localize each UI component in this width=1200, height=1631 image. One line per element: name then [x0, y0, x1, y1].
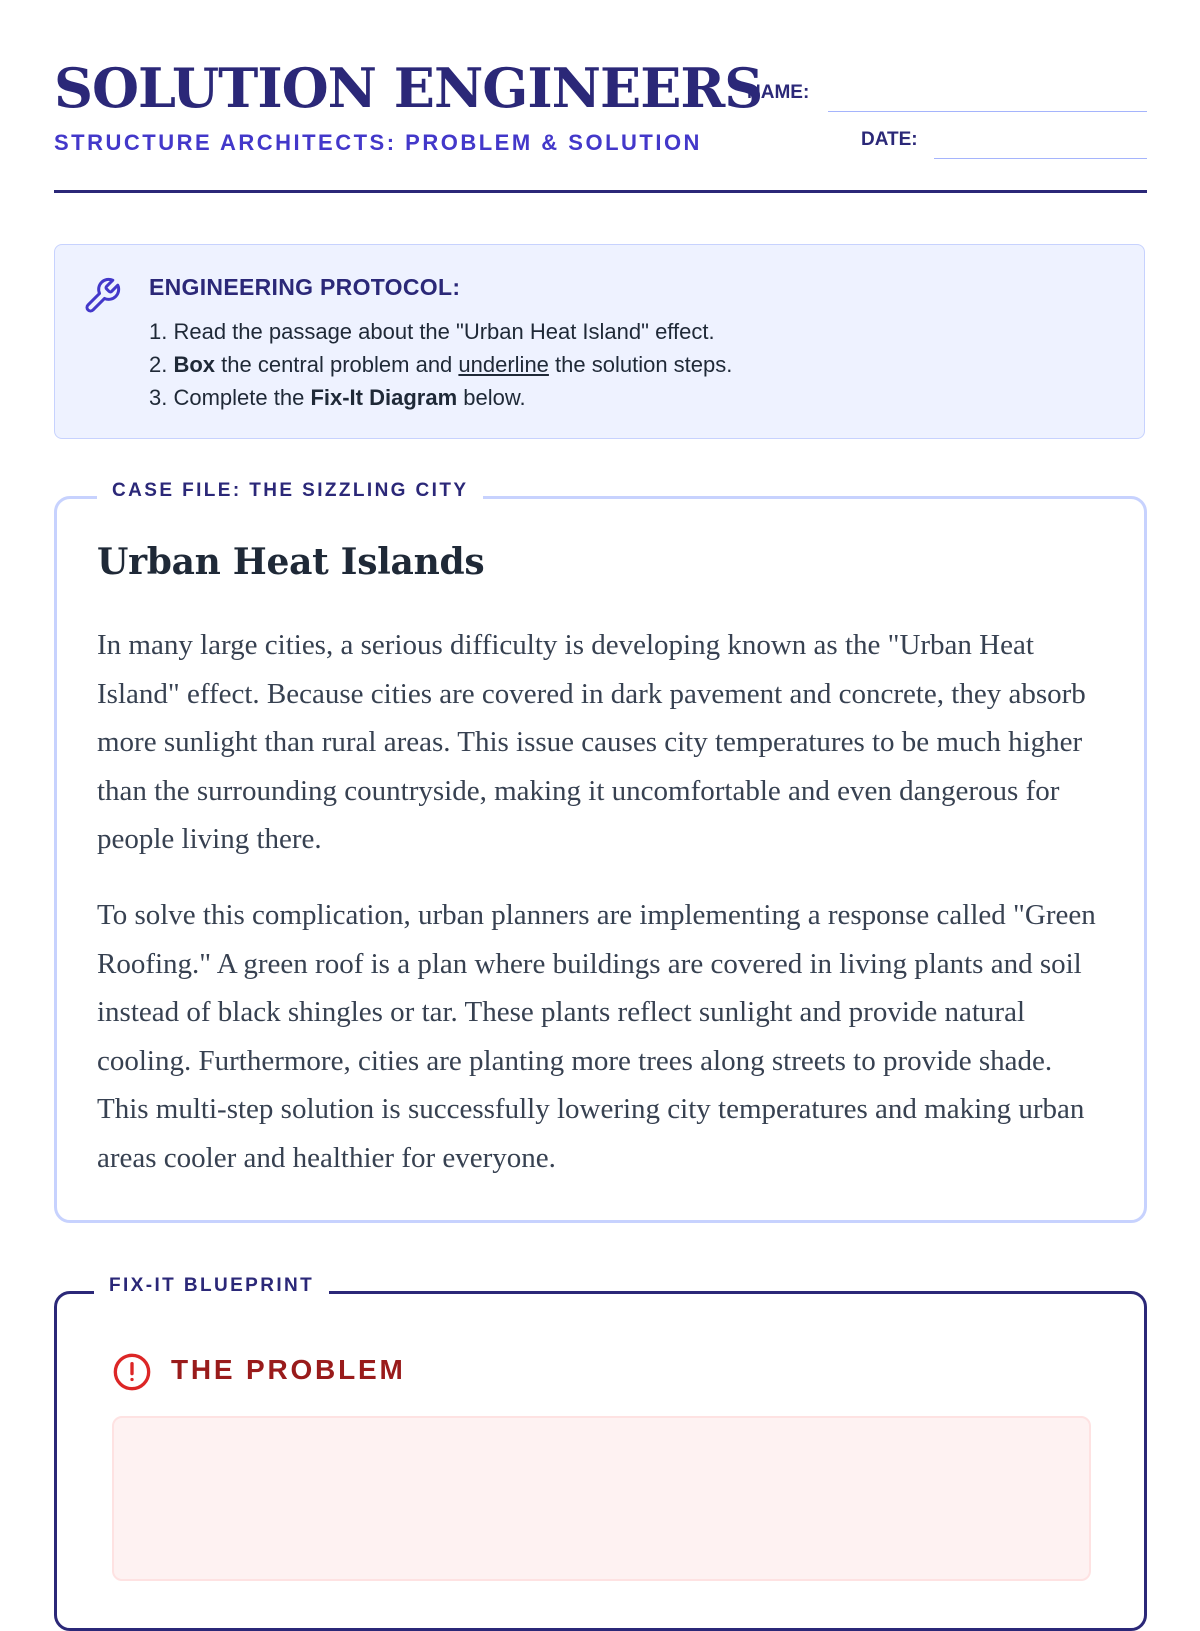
step-suffix: below. — [457, 385, 526, 410]
problem-answer-box[interactable] — [112, 1416, 1091, 1581]
wrench-icon — [82, 276, 122, 316]
worksheet-title: SOLUTION ENGINEERS — [54, 56, 763, 120]
worksheet-subtitle: STRUCTURE ARCHITECTS: PROBLEM & SOLUTION — [54, 130, 702, 155]
fix-it-blueprint-panel — [54, 1275, 1147, 1631]
worksheet-header — [54, 0, 1147, 193]
step-bold-text: Fix-It Diagram — [310, 385, 458, 410]
case-file-legend: CASE FILE: THE SIZZLING CITY — [97, 480, 483, 502]
problem-heading: THE PROBLEM — [171, 1354, 406, 1385]
name-label: NAME: — [747, 82, 810, 103]
step-bold-text: Box — [173, 352, 216, 377]
step-suffix: the solution steps. — [548, 352, 733, 377]
passage-paragraph-1[interactable]: In many large cities, a serious difficulty is developing known as the "Urban Heat Island" effect. Because cities are covered in dark pavement and concrete, they absorb more sunlight than rural areas. This issue causes city temperatures to be much higher than the surrounding countryside, making it uncomfortable and even dangerous for people living there. — [97, 629, 1086, 855]
protocol-steps — [149, 315, 732, 414]
date-label: DATE: — [861, 129, 918, 150]
worksheet-page — [54, 0, 1147, 1385]
step-text: 1. Read the passage about the "Urban Heat Island" effect. — [149, 319, 715, 344]
article-title: Urban Heat Islands — [97, 541, 485, 583]
passage-paragraph-2[interactable]: To solve this complication, urban planners are implementing a response called "Green Roofing." A green roof is a plan where buildings are covered in living plants and soil instead of black shingles or tar. These plants reflect sunlight and provide natural cooling. Furthermore, cities are planting more trees along streets to provide shade. This multi-step solution is successfully lowering city temperatures and making urban areas cooler and healthier for everyone. — [97, 899, 1096, 1174]
step-underlined-text: underline — [458, 352, 549, 377]
name-field[interactable] — [828, 111, 1147, 112]
protocol-heading: ENGINEERING PROTOCOL: — [149, 274, 461, 300]
blueprint-legend: FIX-IT BLUEPRINT — [94, 1275, 329, 1297]
step-middle: the central problem and — [215, 352, 459, 377]
step-prefix: 2. — [149, 352, 174, 377]
protocol-step-2 — [149, 348, 732, 381]
alert-circle-icon — [112, 1352, 152, 1392]
instructions-box — [54, 244, 1145, 439]
protocol-step-1 — [149, 315, 732, 348]
date-field[interactable] — [934, 158, 1147, 159]
case-file-panel — [54, 480, 1147, 1223]
protocol-step-3 — [149, 381, 732, 414]
step-prefix: 3. Complete the — [149, 385, 311, 410]
